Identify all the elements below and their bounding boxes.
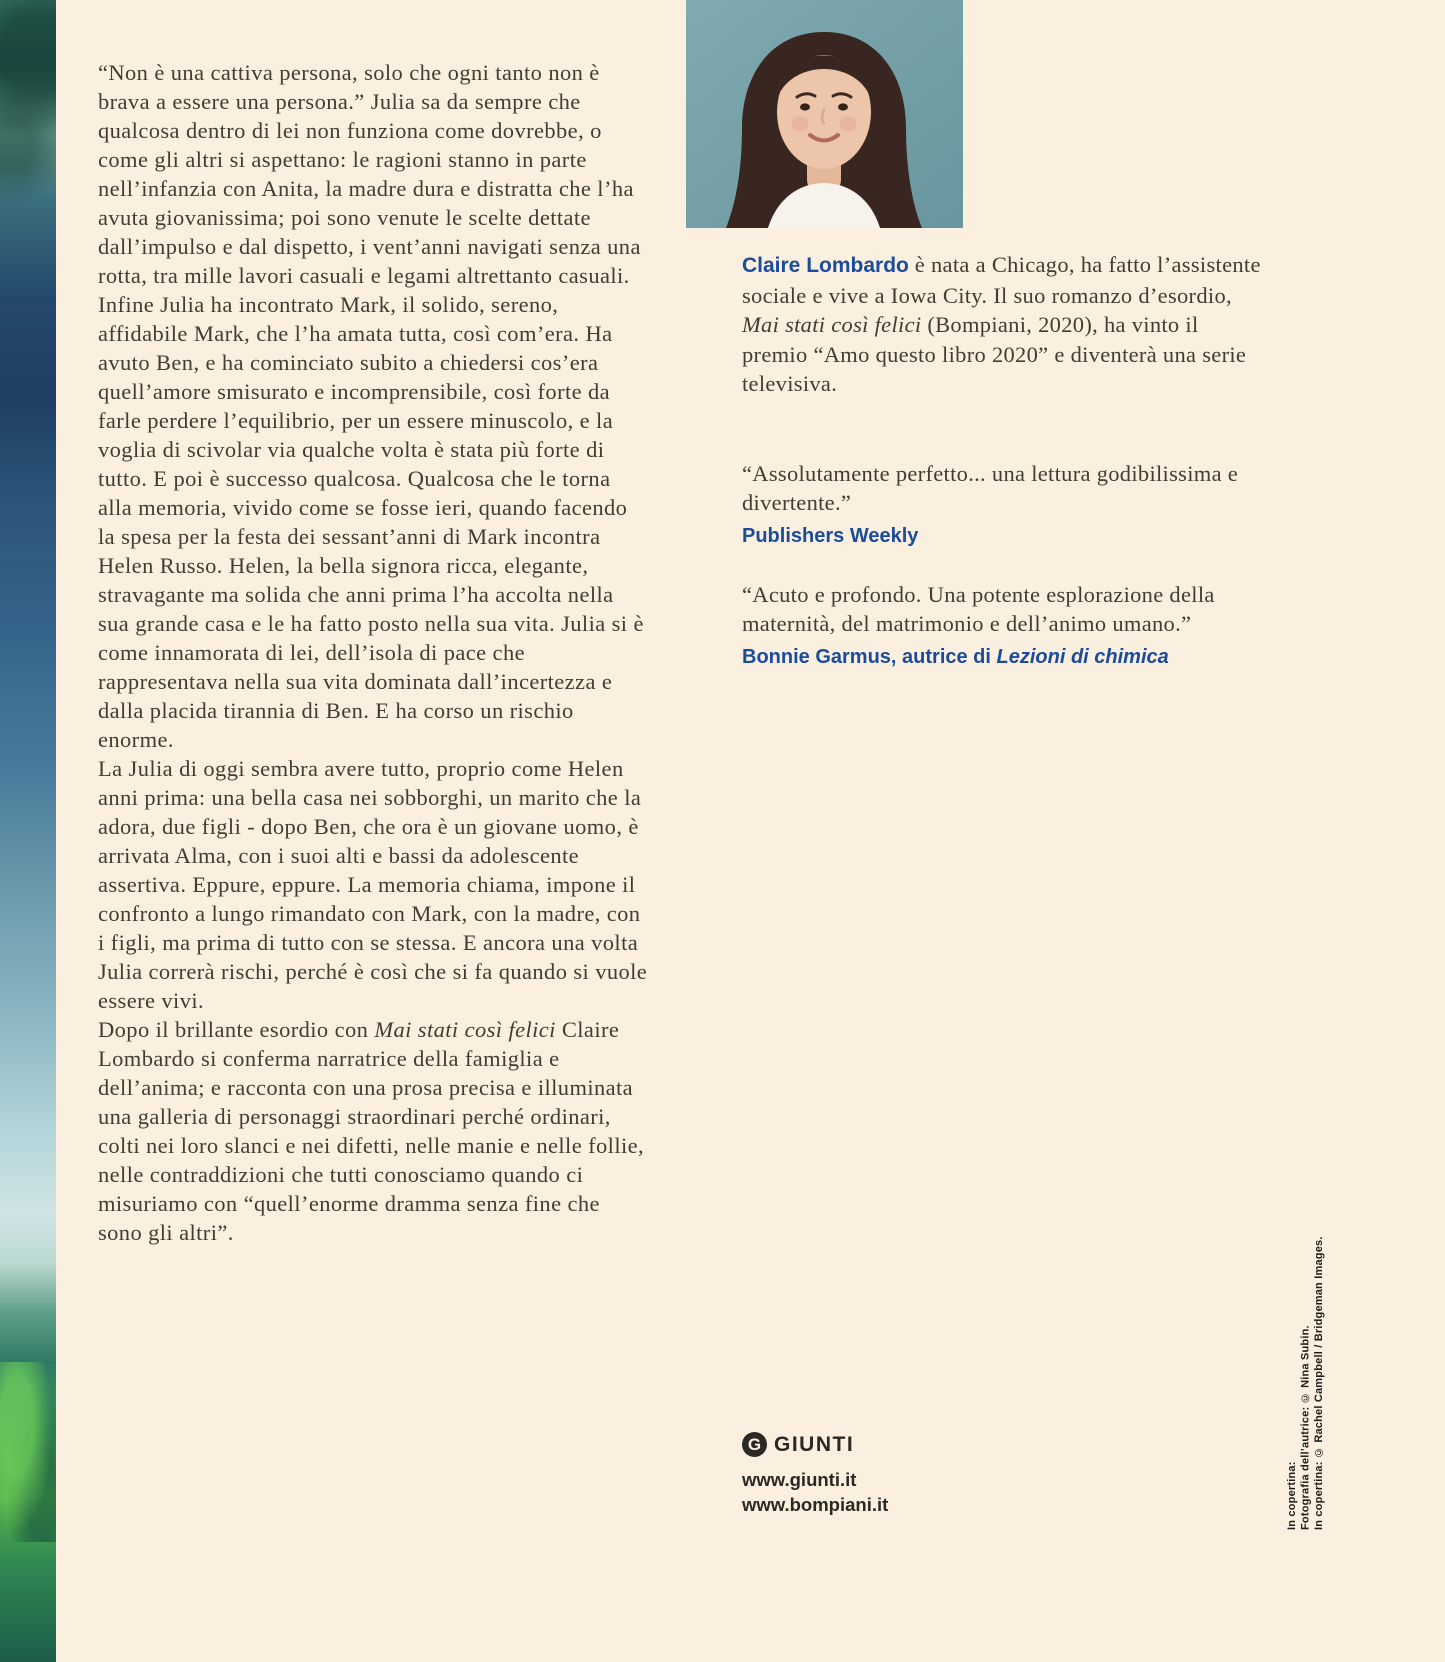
publisher-urls xyxy=(742,1467,888,1517)
book-title-italic: Mai stati così felici xyxy=(374,1017,556,1042)
bompiani-url: www.bompiani.it xyxy=(742,1494,889,1515)
author-photo xyxy=(686,0,963,228)
quote-source-2-name: Bonnie Garmus, autrice di xyxy=(742,645,997,668)
bio-text-1: è nata a Chicago, ha fatto l’assistente sociale e vive a Iowa City. Il suo romanzo d’esordio, xyxy=(742,252,1261,308)
author-column xyxy=(742,0,1287,669)
credit-line-1: In copertina: xyxy=(1286,1461,1298,1530)
credit-line-3: In copertina: © Rachel Campbell / Bridgeman Images. xyxy=(1313,1236,1325,1530)
author-bio xyxy=(742,250,1266,399)
giunti-url: www.giunti.it xyxy=(742,1469,857,1490)
giunti-logo-text: GIUNTI xyxy=(774,1432,855,1456)
bio-book-title: Mai stati così felici xyxy=(742,312,922,337)
publisher-block xyxy=(742,1432,888,1517)
author-name: Claire Lombardo xyxy=(742,254,909,277)
quote-text-2: “Acuto e profondo. Una potente esplorazione della maternità, del matrimonio e dell’animo umano.” xyxy=(742,581,1215,636)
credit-line-2: Fotografia dell’autrice: © Nina Subin. xyxy=(1299,1325,1312,1530)
synopsis-text-2: La Julia di oggi sembra avere tutto, proprio come Helen anni prima: una bella casa nei sobborghi, un marito che la adora, due figli - dopo Ben, che ora è un giovane uomo, è arrivata Alma, con i suoi alti e bassi da adolescente assertiva. Eppure, eppure. La memoria chiama, impone il confronto a lungo rimandato con Mark, con la madre, con i figli, ma prima di tutto con se stessa. E ancora una volta Julia correrà rischi, perché è così che si fa quando si vuole essere vivi. xyxy=(98,756,648,1013)
review-quote-1 xyxy=(742,459,1266,548)
synopsis-paragraph-1 xyxy=(98,58,650,754)
synopsis-text-3a: Dopo il brillante esordio con xyxy=(98,1017,375,1042)
cover-artwork-strip xyxy=(0,0,56,1662)
synopsis-paragraph-2 xyxy=(98,754,650,1015)
synopsis-text-1: “Non è una cattiva persona, solo che ogni tanto non è brava a essere una persona.” Julia sa da sempre che qualcosa dentro di lei non funziona come dovrebbe, o come gli altri si aspettano: le ragioni stanno in parte nell’infanzia con Anita, la madre dura e distratta che l’ha avuta giovanissima; poi sono venute le scelte dettate dall’impulso e dal dispetto, i vent’anni navigati senza una rotta, tra mille lavori casuali e legami altrettanto casuali. Infine Julia ha incontrato Mark, il solido, sereno, affidabile Mark, che l’ha amata tutta, così com’era. Ha avuto Ben, e ha cominciato subito a chiedersi cos’era quell’amore smisurato e incomprensibile, così forte da farle perdere l’equilibrio, per un essere minuscolo, e la voglia di scivolar via qualche volta è stata più forte di tutto. E poi è successo qualcosa. Qualcosa che le torna alla memoria, vivido come se fosse ieri, quando facendo la spesa per la festa dei sessant’anni di Mark incontra Helen Russo. Helen, la bella signora ricca, elegante, stravagante ma solida che anni prima l’ha accolta nella sua grande casa e le ha fatto posto nella sua vita. Julia si è come innamorata di lei, dell’isola di pace che rappresentava nella sua vita dominata dall’incertezza e dalla placida tirannia di Ben. E ha corso un rischio enorme. xyxy=(98,60,644,752)
quote-source-1: Publishers Weekly xyxy=(742,524,919,547)
giunti-logo-icon: G xyxy=(742,1432,767,1457)
quote-source-2-book: Lezioni di chimica xyxy=(996,645,1169,668)
giunti-logo xyxy=(742,1432,888,1457)
quote-text-1: “Assolutamente perfetto... una lettura godibilissima e divertente.” xyxy=(742,460,1239,515)
review-quote-2 xyxy=(742,580,1266,669)
synopsis-paragraph-3 xyxy=(98,1015,650,1247)
synopsis-text-3b: Claire Lombardo si conferma narratrice della famiglia e dell’anima; e racconta con una prosa precisa e illuminata una galleria di personaggi straordinari perché ordinari, colti nei loro slanci e nei difetti, nelle manie e nelle follie, nelle contraddizioni che tutti conosciamo quando ci misuriamo con “quell’enorme dramma senza fine che sono gli altri”. xyxy=(98,1017,645,1245)
quote-source-2 xyxy=(742,646,1266,669)
synopsis-column xyxy=(98,58,650,1247)
author-portrait-illustration xyxy=(686,0,963,228)
photo-credits-vertical xyxy=(1286,1222,1327,1530)
bio-text-2: (Bompiani, 2020), ha vinto il premio “Amo questo libro 2020” e diventerà una serie televisiva. xyxy=(742,312,1247,396)
